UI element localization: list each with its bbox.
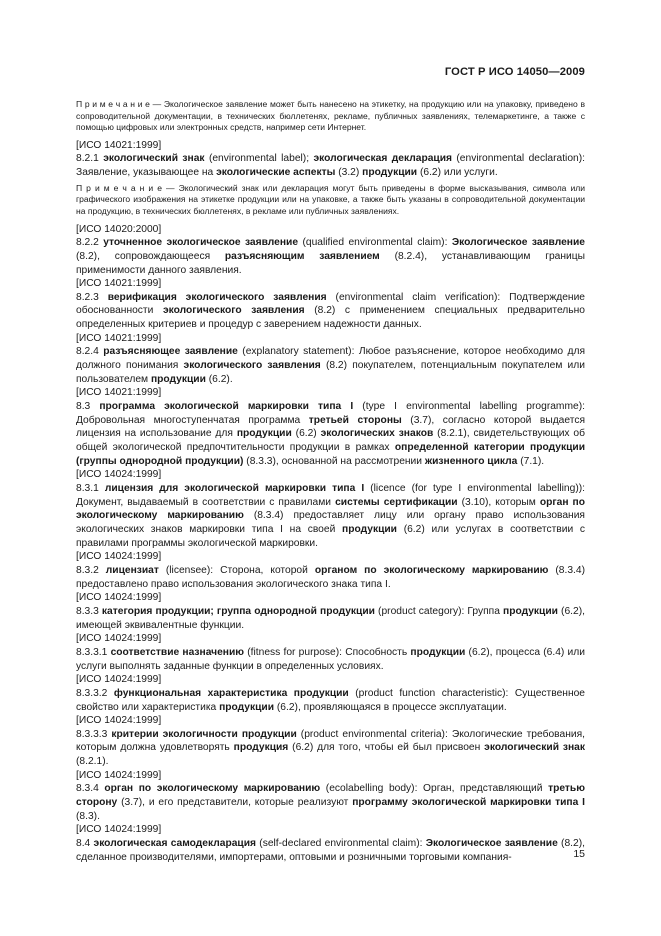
text-run: (8.2.4), устанавливающим границы применимости данного заявления. [76,250,585,276]
source-reference: [ИСО 14021:1999] [76,387,162,399]
text-run: (8.2.1). [76,756,109,768]
term-definition [76,837,585,864]
text-run: (product environmental criteria): Экологические требования, которым должна удовлетворять [76,728,585,754]
text-run: (fitness for purpose): Способность [244,646,411,658]
bold-term: лицензия для экологической маркировки типа I [104,483,365,494]
bold-term: продукции [236,428,292,440]
bold-term: системы сертификации [335,496,458,508]
bold-term: верификация экологического заявления [107,291,327,303]
text-run: 8.3.3.2 [76,687,114,699]
standard-designation: ГОСТ Р ИСО 14050—2009 [444,66,585,78]
source-reference: [ИСО 14020:2000] [76,223,162,235]
bold-term: третью сторону [76,783,585,809]
bold-term: продукция [233,742,289,754]
bold-term: продукции [362,167,418,179]
note-paragraph [76,99,585,134]
text-run: (6.2), процесса (6.4) или услуги выполнять заданные функции в определенных условиях. [76,646,585,672]
term-definition [76,687,585,714]
bold-term: экологических знаков [320,428,434,440]
text-run: (6.2), имеющей эквивалентные функции. [76,605,585,631]
bold-term: Экологическое заявление [451,237,585,249]
text-run: 8.2.4 [76,346,104,358]
bold-term: экологический знак [103,153,205,165]
text-run: 8.2.1 [76,153,104,165]
text-run: (licence (for type I environmental labelling)): Документ, выдаваемый в соответствии с правилами [76,483,585,508]
bold-term: функциональная характеристика продукции [113,687,349,699]
text-run: (product function characteristic): Существенное свойство или характеристика [76,687,586,713]
text-run: (6.2) для того, чтобы ей был присвоен [288,742,485,754]
term-definition [76,482,585,550]
term-definition [76,564,585,591]
bold-term: разъясняющее заявление [103,346,238,358]
text-run: (6.2) или услугах в соответствии с правилами программы экологической маркировки. [76,523,586,549]
bold-term: экологического заявления [162,305,305,317]
text-run: (3.7), и его представители, которые реализуют [117,797,353,809]
text-run: 8.3.3.3 [76,728,112,740]
bold-term: продукции [219,701,275,713]
source-reference: [ИСО 14024:1999] [76,769,162,781]
bold-term: разъясняющим заявлением [224,250,380,262]
text-run: 8.3.1 [76,483,105,494]
bold-term: третьей стороны [308,414,402,426]
source-reference: [ИСО 14024:1999] [76,551,162,563]
text-run: (self-declared environmental claim): [256,838,426,850]
text-run: 8.3.3 [76,605,102,617]
source-reference: [ИСО 14021:1999] [76,278,162,290]
term-definition [76,236,585,277]
text-run: (8.3.4) предоставляет лицу или органу право использования экологических знаков маркировки типа I на своей [76,510,585,535]
text-run: (8.2.1), свидетельствующих об общей экологической предпочтительности продукции в рамках [76,428,585,454]
document-page [76,0,585,936]
source-reference: [ИСО 14024:1999] [76,674,162,686]
bold-term: продукции [410,646,466,658]
text-run: (8.2), сопровождающееся [76,250,225,262]
source-reference: [ИСО 14024:1999] [76,715,162,727]
term-definition [76,152,585,179]
page-number: 15 [573,848,585,860]
text-run: (8.2) с применением специальных предварительно определенных критериев и процедур с заверением надежности данных. [76,305,585,331]
text-run: 8.3.4 [76,783,105,795]
text-run: (product category): Группа [374,605,504,617]
text-run: (6.2). [205,373,233,385]
text-run: (environmental label); [204,153,314,165]
bold-term: продукции [503,605,558,617]
bold-term: орган по экологическому маркированию [104,783,321,795]
text-run: (6.2) или услуги. [417,167,498,179]
bold-term: соответствие назначению [110,646,245,658]
bold-term: продукции [150,373,206,385]
bold-term: экологический знак [484,742,585,754]
term-definition [76,400,585,468]
source-reference: [ИСО 14024:1999] [76,824,162,836]
bold-term: экологические аспекты [216,167,336,179]
term-definition [76,291,585,332]
bold-term: категория продукции; группа однородной продукции [101,605,375,617]
text-run: (8.3.3), основанной на рассмотрении [243,455,425,467]
source-reference: [ИСО 14024:1999] [76,592,162,604]
bold-term: орган по экологическому маркированию [76,496,586,522]
bold-term: органом по экологическому маркированию [314,564,549,576]
text-run: (7.1). [517,455,545,467]
bold-term: экологическая самодекларация [93,838,257,850]
text-run: (qualified environmental claim): [298,237,452,249]
bold-term: уточненное экологическое заявление [103,237,299,249]
bold-term: программа экологической маркировки типа I [99,401,354,413]
document-body [76,96,585,864]
text-run: (explanatory statement): Любое разъяснение, которое необходимо для должного понимания [76,346,585,372]
note-paragraph [76,183,585,218]
text-run: (licensee): Сторона, которой [158,564,315,576]
text-run: (environmental declaration): Заявление, указывающее на [76,153,585,179]
source-reference: [ИСО 14024:1999] [76,469,162,481]
bold-term: продукции [342,523,397,535]
text-run: (8.2), сделанное производителями, импортерами, оптовыми и розничными торговыми компания- [76,838,585,863]
text-run: (6.2), проявляющаяся в процессе эксплуатации. [274,701,507,713]
text-run: 8.3 [76,401,100,413]
bold-term: программу экологической маркировки типа I [352,797,585,809]
text-run: П р и м е ч а н и е — Экологический знак или декларация могут быть приведены в форме высказывания, символа или графического изображения на этикетке продукции или на упаковке, а также быть указаны в сопроводительной документации на продукцию, в технических бюллетенях, в рекламе или публичных заявлениях. [76,182,585,216]
text-run: (environmental claim verification): Подтверждение обоснованности [76,291,586,317]
bold-term: определенной категории продукции (группы однородной продукции) [76,442,586,467]
term-definition [76,782,585,823]
bold-term: экологическая декларация [313,153,452,165]
term-definition [76,728,585,769]
text-run: (3.7), согласно которой выдается лицензия на использование для [76,414,585,440]
text-run: (3.10), которым [457,496,540,508]
text-run: 8.2.3 [76,291,108,303]
text-run: (8.2) покупателем, потенциальным покупателем или пользователем [76,360,585,385]
term-definition [76,605,585,632]
text-run: 8.3.3.1 [76,646,111,658]
bold-term: экологического заявления [183,360,321,372]
text-run: П р и м е ч а н и е — Экологическое заявление может быть нанесено на этикетку, на продукцию или на упаковку, приведено в сопроводительной документации, в технических бюллетенях, рекламе, публичных заявлениях, телемаркетинге, а также с помощью цифровых или электронных средств, например сети Интернет. [76,99,585,133]
bold-term: лицензиат [105,564,159,576]
term-definition [76,646,585,673]
source-reference: [ИСО 14024:1999] [76,633,162,645]
bold-term: критерии экологичности продукции [111,728,297,740]
text-run: (3.2) [335,167,363,179]
source-reference: [ИСО 14021:1999] [76,332,162,344]
text-run: 8.4 [76,838,94,850]
text-run: (6.2) [291,428,321,440]
text-run: (type I environmental labelling programme): Добровольная многоступенчатая программа [76,401,585,426]
source-reference: [ИСО 14021:1999] [76,139,162,151]
text-run: (ecolabelling body): Орган, представляющий [320,783,549,795]
bold-term: Экологическое заявление [425,838,558,850]
term-definition [76,345,585,386]
text-run: 8.2.2 [76,237,104,249]
text-run: (8.3.4) предоставлено право использования экологического знака типа I. [76,564,585,590]
text-run: (8.3). [76,810,100,822]
text-run: 8.3.2 [76,564,106,576]
bold-term: жизненного цикла [424,455,518,467]
